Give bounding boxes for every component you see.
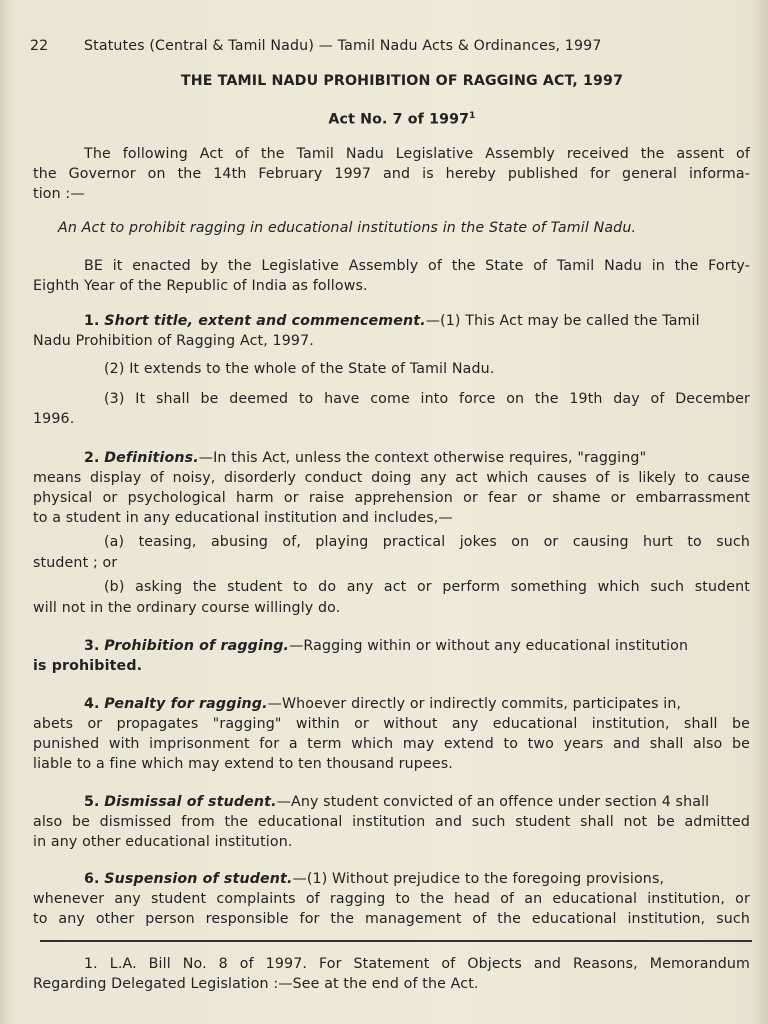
- section-3-heading: Prohibition of ragging.: [104, 638, 290, 654]
- section-2-line-1: [84, 448, 750, 468]
- section-1-sub-3-line-2: 1996.: [33, 411, 75, 427]
- section-4-line-2: abets or propagates "ragging" within or without any educational institution, shall be: [33, 716, 750, 732]
- section-2-heading: Definitions.: [104, 450, 199, 466]
- section-1-heading: Short title, extent and commencement.: [104, 313, 426, 329]
- running-title: Statutes (Central & Tamil Nadu) — Tamil Nadu Acts & Ordinances, 1997: [84, 38, 602, 54]
- section-1-line-2: Nadu Prohibition of Ragging Act, 1997.: [33, 333, 314, 349]
- footnote-line-1: 1. L.A. Bill No. 8 of 1997. For Statement of Objects and Reasons, Memorandum: [84, 956, 750, 972]
- section-4-line-4: liable to a fine which may extend to ten thousand rupees.: [33, 756, 453, 772]
- page-binding-shadow: [752, 0, 768, 1024]
- act-number-footnote-mark: 1: [469, 111, 476, 121]
- section-2-text: —In this Act, unless the context otherwise requires, "ragging": [198, 450, 647, 466]
- section-6-number: 6.: [84, 871, 100, 887]
- section-6-text: —(1) Without prejudice to the foregoing provisions,: [292, 871, 665, 887]
- act-title: THE TAMIL NADU PROHIBITION OF RAGGING ACT, 1997: [180, 73, 624, 89]
- section-4-text: —Whoever directly or indirectly commits, participates in,: [267, 696, 682, 712]
- section-6-heading: Suspension of student.: [104, 871, 293, 887]
- section-2-number: 2.: [84, 450, 100, 466]
- section-2-line-2: means display of noisy, disorderly conduct doing any act which causes of is likely to cause: [33, 470, 750, 486]
- section-3-line-2: is prohibited.: [33, 658, 143, 674]
- assent-line-3: tion :—: [33, 186, 85, 202]
- enacting-line-1: BE it enacted by the Legislative Assembly of the State of Tamil Nadu in the Forty-: [84, 258, 750, 274]
- section-2-clause-b-line-1: (b) asking the student to do any act or perform something which such student: [104, 579, 750, 595]
- act-number-text: Act No. 7 of 1997: [328, 111, 470, 128]
- section-3-number: 3.: [84, 638, 100, 654]
- assent-line-1: The following Act of the Tamil Nadu Legislative Assembly received the assent of: [84, 146, 750, 162]
- section-5-line-3: in any other educational institution.: [33, 834, 293, 850]
- act-number: [30, 106, 768, 130]
- section-2-line-4: to a student in any educational institution and includes,—: [33, 510, 453, 526]
- section-6-line-2: whenever any student complaints of ragging to the head of an educational institution, or: [33, 891, 750, 907]
- section-4-line-3: punished with imprisonment for a term which may extend to two years and shall also be: [33, 736, 750, 752]
- footnote-divider: [40, 940, 752, 942]
- section-6-line-1: [84, 869, 750, 889]
- section-1-number: 1.: [84, 313, 100, 329]
- section-1-line-1: [84, 311, 750, 331]
- long-title: An Act to prohibit ragging in educational institutions in the State of Tamil Nadu.: [58, 220, 637, 236]
- section-4-heading: Penalty for ragging.: [104, 696, 268, 712]
- section-3-text: —Ragging within or without any educational institution: [289, 638, 689, 654]
- section-2-line-3: physical or psychological harm or raise apprehension or fear or shame or embarrassment: [33, 490, 750, 506]
- section-1-text: —(1) This Act may be called the Tamil: [425, 313, 700, 329]
- section-2-clause-a-line-2: student ; or: [33, 555, 118, 571]
- section-3-line-1: [84, 636, 750, 656]
- section-4-number: 4.: [84, 696, 100, 712]
- section-5-line-2: also be dismissed from the educational institution and such student shall not be admitted: [33, 814, 750, 830]
- footnote-line-2: Regarding Delegated Legislation :—See at the end of the Act.: [33, 976, 479, 992]
- section-1-sub-2: (2) It extends to the whole of the State of Tamil Nadu.: [104, 361, 495, 377]
- section-1-sub-3-line-1: (3) It shall be deemed to have come into force on the 19th day of December: [104, 391, 750, 407]
- section-2-clause-a-line-1: (a) teasing, abusing of, playing practical jokes on or causing hurt to such: [104, 534, 750, 550]
- section-4-line-1: [84, 694, 750, 714]
- section-5-line-1: [84, 792, 750, 812]
- section-6-line-3: to any other person responsible for the management of the educational institution, such: [33, 911, 750, 927]
- page-number: 22: [30, 38, 49, 54]
- section-2-clause-b-line-2: will not in the ordinary course willingly do.: [33, 600, 341, 616]
- section-5-text: —Any student convicted of an offence under section 4 shall: [276, 794, 710, 810]
- section-5-heading: Dismissal of student.: [104, 794, 277, 810]
- section-5-number: 5.: [84, 794, 100, 810]
- enacting-line-2: Eighth Year of the Republic of India as follows.: [33, 278, 368, 294]
- assent-line-2: the Governor on the 14th February 1997 and is hereby published for general informa-: [33, 166, 750, 182]
